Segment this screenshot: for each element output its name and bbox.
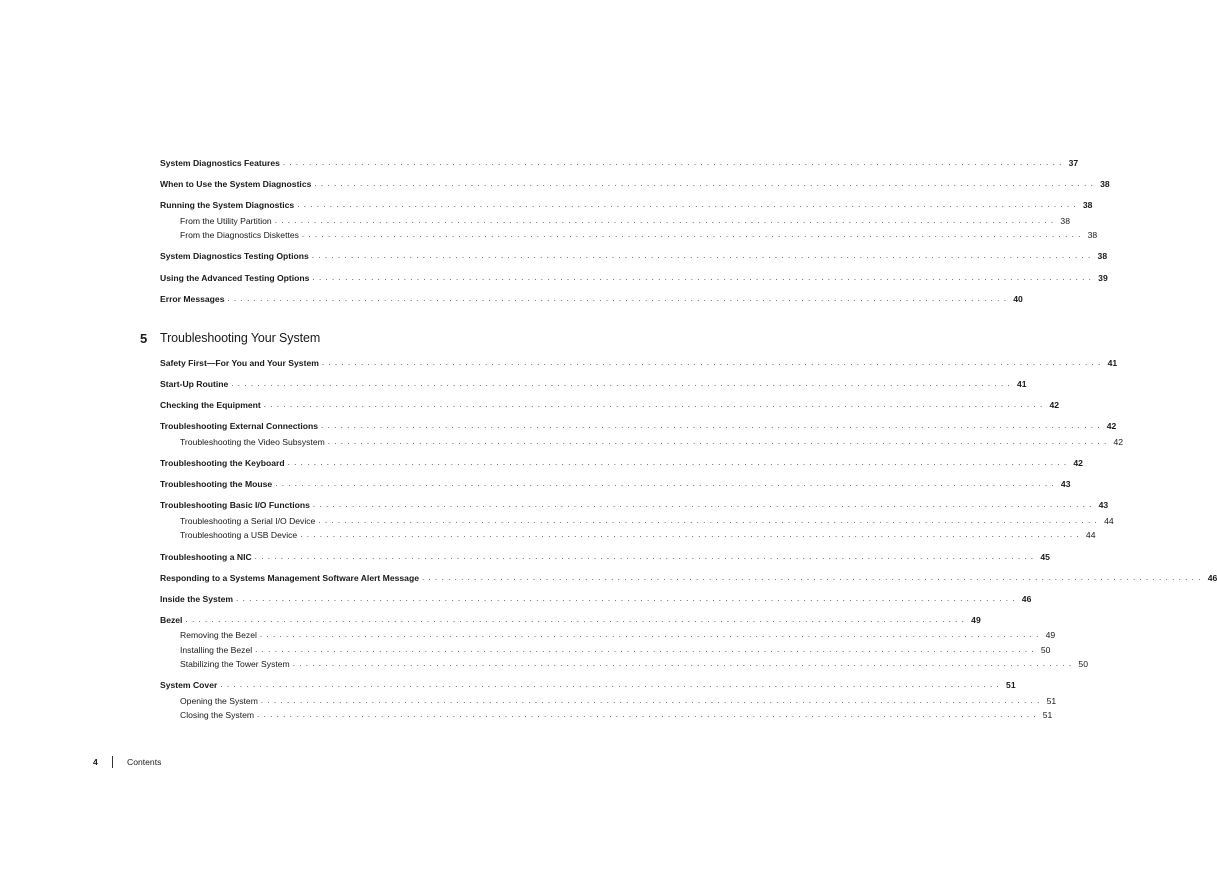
toc-entry-page: 38	[1100, 179, 1110, 189]
dot-leader: ........................................................................................................................	[301, 230, 1085, 239]
toc-subentry[interactable]	[180, 642, 1051, 656]
toc-entry-title: System Diagnostics Testing Options	[160, 251, 309, 261]
toc-entry[interactable]	[160, 176, 1110, 190]
toc-entry[interactable]	[160, 591, 1032, 605]
dot-leader: ........................................................................................................................	[314, 179, 1098, 188]
toc-entry-page: 38	[1087, 230, 1098, 240]
toc-subentry[interactable]	[180, 527, 1096, 541]
dot-leader: ........................................................................................................................	[255, 645, 1038, 654]
dot-leader: ........................................................................................................................	[287, 458, 1071, 467]
toc-entry-page: 50	[1040, 645, 1051, 655]
toc-entry-title: From the Utility Partition	[180, 216, 272, 226]
toc-entry[interactable]	[160, 677, 1016, 691]
toc-entry-page: 43	[1098, 500, 1109, 510]
toc-entry-page: 46	[1207, 573, 1217, 583]
toc-entry-page: 41	[1017, 379, 1027, 389]
dot-leader: ........................................................................................................................	[321, 358, 1105, 367]
toc-subentry[interactable]	[180, 627, 1056, 641]
toc-entry-page: 51	[1042, 710, 1053, 720]
toc-entry-page: 41	[1107, 358, 1118, 368]
toc-entry-title: Start-Up Routine	[160, 379, 229, 389]
dot-leader: ........................................................................................................................	[236, 594, 1019, 603]
dot-leader: ........................................................................................................................	[185, 615, 969, 624]
toc-entry[interactable]	[160, 549, 1050, 563]
toc-entry-page: 50	[1078, 659, 1088, 669]
toc-entry-title: Running the System Diagnostics	[160, 200, 295, 210]
toc-subentry[interactable]	[180, 434, 1124, 448]
dot-leader: ........................................................................................................................	[297, 200, 1080, 209]
toc-entry-title: Responding to a Systems Management Software Alert Message	[160, 573, 419, 583]
dot-leader: ........................................................................................................................	[300, 530, 1083, 539]
toc-entry-title: Troubleshooting a USB Device	[180, 530, 298, 540]
dot-leader: ........................................................................................................................	[318, 516, 1102, 525]
toc-entry[interactable]	[160, 376, 1027, 390]
dot-leader: ........................................................................................................................	[292, 659, 1076, 668]
footer-page-number: 4	[93, 757, 98, 767]
toc-entry-title: From the Diagnostics Diskettes	[180, 230, 299, 240]
dot-leader: ........................................................................................................................	[282, 158, 1066, 167]
dot-leader: ........................................................................................................................	[257, 710, 1040, 719]
dot-leader: ........................................................................................................................	[263, 400, 1047, 409]
chapter-number: 5	[140, 331, 148, 346]
toc-entry-title: Troubleshooting Basic I/O Functions	[160, 500, 310, 510]
toc-entry-title: Troubleshooting a NIC	[160, 552, 252, 562]
toc-entry-page: 43	[1060, 479, 1071, 489]
toc-entry[interactable]	[160, 248, 1108, 262]
toc-entry-page: 44	[1104, 516, 1114, 526]
toc-entry-page: 49	[1045, 630, 1056, 640]
toc-entry-title: Troubleshooting the Keyboard	[160, 458, 285, 468]
toc-subentry[interactable]	[180, 693, 1057, 707]
toc-entry-title: Stabilizing the Tower System	[180, 659, 290, 669]
toc-entry[interactable]	[160, 397, 1060, 411]
toc-entry[interactable]	[160, 570, 1217, 584]
toc-entry[interactable]	[160, 291, 1023, 305]
footer-divider	[112, 756, 113, 768]
toc-entry-title: System Diagnostics Features	[160, 158, 280, 168]
toc-entry-title: Inside the System	[160, 594, 234, 604]
toc-entry-page: 39	[1098, 273, 1108, 283]
dot-leader: ........................................................................................................................	[327, 437, 1111, 446]
toc-entry[interactable]	[160, 497, 1109, 511]
toc-entry[interactable]	[160, 155, 1079, 169]
toc-entry-title: Closing the System	[180, 710, 255, 720]
toc-entry-page: 51	[1046, 696, 1057, 706]
footer-label: Contents	[127, 757, 162, 767]
dot-leader: ........................................................................................................................	[422, 573, 1205, 582]
toc-entry-page: 37	[1068, 158, 1079, 168]
toc-entry-page: 42	[1049, 400, 1060, 410]
dot-leader: ........................................................................................................................	[227, 294, 1011, 303]
toc-entry[interactable]	[160, 355, 1118, 369]
toc-entry[interactable]	[160, 270, 1108, 284]
toc-entry-page: 42	[1073, 458, 1083, 468]
dot-leader: ........................................................................................................................	[321, 421, 1104, 430]
dot-leader: ........................................................................................................................	[311, 251, 1095, 260]
toc-subentry[interactable]	[180, 213, 1070, 227]
toc-entry-title: Safety First—For You and Your System	[160, 358, 319, 368]
toc-entry-page: 40	[1013, 294, 1023, 304]
toc-entry-title: System Cover	[160, 680, 218, 690]
dot-leader: ........................................................................................................................	[260, 696, 1044, 705]
toc-subentry[interactable]	[180, 656, 1088, 670]
toc-entry-title: Troubleshooting the Video Subsystem	[180, 437, 325, 447]
toc-entry-page: 45	[1040, 552, 1050, 562]
toc-entry[interactable]	[160, 197, 1093, 211]
toc-entry-page: 38	[1097, 251, 1108, 261]
dot-leader: ........................................................................................................................	[275, 479, 1058, 488]
toc-entry-title: Installing the Bezel	[180, 645, 253, 655]
toc-entry-page: 44	[1085, 530, 1096, 540]
dot-leader: ........................................................................................................................	[231, 379, 1014, 388]
toc-entry-title: Error Messages	[160, 294, 225, 304]
toc-entry-title: When to Use the System Diagnostics	[160, 179, 312, 189]
chapter-title[interactable]: Troubleshooting Your System	[160, 331, 321, 345]
toc-entry-title: Troubleshooting a Serial I/O Device	[180, 516, 316, 526]
dot-leader: ........................................................................................................................	[254, 552, 1038, 561]
toc-entry-title: Opening the System	[180, 696, 258, 706]
toc-entry-page: 46	[1021, 594, 1032, 604]
toc-entry-title: Troubleshooting External Connections	[160, 421, 319, 431]
dot-leader: ........................................................................................................................	[274, 216, 1058, 225]
toc-entry-page: 49	[971, 615, 981, 625]
toc-subentry[interactable]	[180, 707, 1053, 721]
toc-entry-page: 42	[1113, 437, 1124, 447]
toc-entry-title: Using the Advanced Testing Options	[160, 273, 310, 283]
toc-entry-title: Removing the Bezel	[180, 630, 257, 640]
dot-leader: ........................................................................................................................	[220, 680, 1004, 689]
toc-entry-page: 51	[1006, 680, 1016, 690]
dot-leader: ........................................................................................................................	[312, 273, 1096, 282]
toc-entry-title: Bezel	[160, 615, 183, 625]
toc-subentry[interactable]	[180, 227, 1098, 241]
dot-leader: ........................................................................................................................	[312, 500, 1096, 509]
toc-entry[interactable]	[160, 455, 1083, 469]
toc-subentry[interactable]	[180, 513, 1114, 527]
dot-leader: ........................................................................................................................	[259, 630, 1043, 639]
toc-entry-page: 38	[1082, 200, 1093, 210]
toc-entry-title: Troubleshooting the Mouse	[160, 479, 273, 489]
toc-entry-page: 38	[1060, 216, 1070, 226]
toc-entry-title: Checking the Equipment	[160, 400, 261, 410]
toc-entry[interactable]	[160, 476, 1071, 490]
toc-entry-page: 42	[1106, 421, 1117, 431]
toc-entry[interactable]	[160, 418, 1117, 432]
toc-entry[interactable]	[160, 612, 981, 626]
